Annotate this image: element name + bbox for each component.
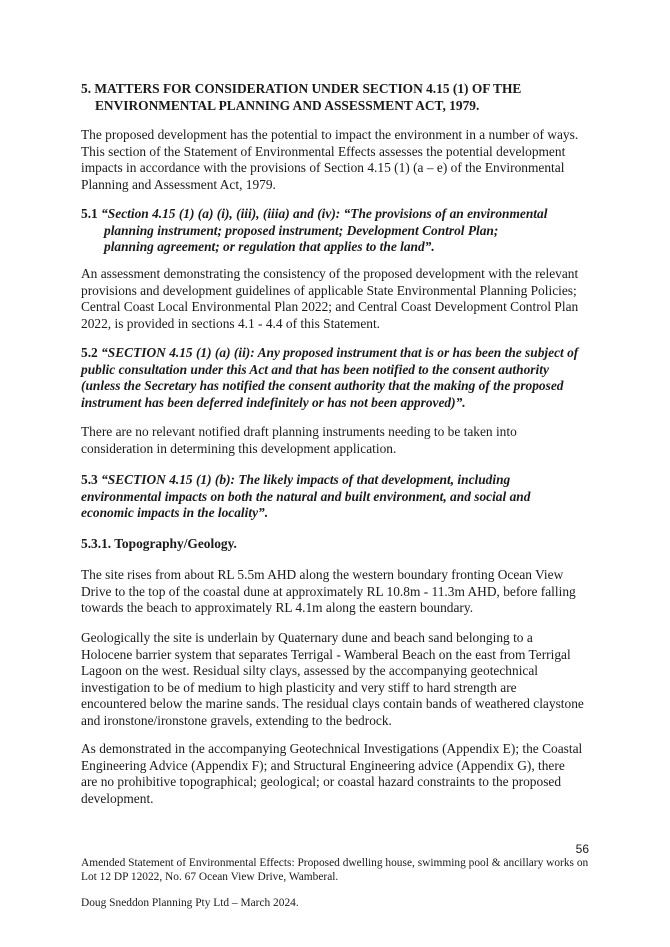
section-5-heading [81, 81, 601, 114]
heading-line-1: 5. MATTERS FOR CONSIDERATION UNDER SECTION 4.15 (1) OF THE [81, 81, 522, 96]
intro-paragraph [81, 127, 601, 193]
geology-paragraph [81, 630, 601, 730]
footer-line: Amended Statement of Environmental Effects: Proposed dwelling house, swimming pool & ancillary works on [81, 857, 589, 869]
paragraph-line: 2022, is provided in sections 4.1 - 4.4 of this Statement. [81, 315, 381, 331]
footer-document-title [81, 856, 601, 885]
paragraph-line: There are no relevant notified draft planning instruments needing to be taken into [81, 424, 517, 439]
paragraph-line: are no prohibitive topographical; geological; or coastal hazard constraints to the proposed [81, 774, 562, 790]
paragraph-line: provisions and development guidelines of applicable State Environmental Planning Policies; [81, 282, 577, 298]
paragraph-line: This section of the Statement of Environmental Effects assesses the potential development [81, 143, 566, 159]
paragraph-line: Lagoon on the west. Residual silty clays, assessed by the accompanying geotechnical [81, 663, 539, 679]
section-number: 5.2 [81, 345, 98, 360]
paragraph-line: consideration in determining this development application. [81, 440, 397, 456]
section-5-2-heading [81, 345, 601, 411]
footer-line: Lot 12 DP 12022, No. 67 Ocean View Drive, Wamberal. [81, 871, 339, 884]
paragraph-line: The site rises from about RL 5.5m AHD along the western boundary fronting Ocean View [81, 567, 564, 582]
subsection-title: 5.3.1. Topography/Geology. [81, 536, 237, 551]
section-5-3-heading [81, 472, 601, 522]
paragraph-line: The proposed development has the potential to impact the environment in a number of ways. [81, 127, 579, 142]
paragraph-line: As demonstrated in the accompanying Geotechnical Investigations (Appendix E); the Coastal [81, 741, 583, 756]
heading-line: instrument has been deferred indefinitely or has not been approved)”. [81, 394, 466, 410]
heading-line: environmental impacts on both the natural and built environment, and social and [81, 488, 531, 504]
heading-line: public consultation under this Act and that has been notified to the consent authority [81, 361, 549, 377]
paragraph-line: encountered below the marine sands. The residual clays contain bands of weathered claystone [81, 696, 584, 712]
page-number: 56 [575, 842, 589, 856]
heading-line: (unless the Secretary has notified the consent authority that the making of the proposed [81, 378, 564, 394]
heading-line: economic impacts in the locality”. [81, 505, 269, 521]
heading-line: “SECTION 4.15 (1) (a) (ii): Any proposed instrument that is or has been the subject of [101, 345, 579, 360]
paragraph-line: Central Coast Local Environmental Plan 2022; and Central Coast Development Control Plan [81, 299, 579, 315]
heading-line-2: ENVIRONMENTAL PLANNING AND ASSESSMENT ACT, 1979. [95, 97, 480, 113]
section-number: 5.3 [81, 472, 98, 487]
paragraph-line: Holocene barrier system that separates Terrigal - Wamberal Beach on the east from Terrigal [81, 646, 571, 662]
paragraph-line: investigation to be of medium to high plasticity and very stiff to hard strength are [81, 679, 517, 695]
section-5-2-body [81, 424, 601, 457]
constraints-paragraph [81, 741, 601, 807]
paragraph-line: Geologically the site is underlain by Quaternary dune and beach sand belonging to a [81, 630, 533, 645]
paragraph-line: towards the beach to approximately RL 4.1m along the eastern boundary. [81, 600, 474, 616]
heading-line: “Section 4.15 (1) (a) (i), (iii), (iiia) and (iv): “The provisions of an environmental [101, 206, 548, 221]
section-5-1-heading [81, 206, 601, 256]
heading-line: planning instrument; proposed instrument; Development Control Plan; [104, 222, 499, 238]
section-number: 5.1 [81, 206, 98, 221]
paragraph-line: Engineering Advice (Appendix F); and Structural Engineering advice (Appendix G), there [81, 757, 565, 773]
footer-author: Doug Sneddon Planning Pty Ltd – March 2024. [81, 897, 299, 909]
paragraph-line: development. [81, 790, 154, 806]
heading-line: “SECTION 4.15 (1) (b): The likely impacts of that development, including [101, 472, 511, 487]
paragraph-line: Drive to the top of the coastal dune at approximately RL 10.8m - 11.3m AHD, before falling [81, 583, 576, 599]
paragraph-line: An assessment demonstrating the consistency of the proposed development with the relevant [81, 266, 579, 281]
paragraph-line: impacts in accordance with the provisions of Section 4.15 (1) (a – e) of the Environmental [81, 160, 565, 176]
heading-line: planning agreement; or regulation that applies to the land”. [104, 239, 435, 255]
paragraph-line: Planning and Assessment Act, 1979. [81, 176, 276, 192]
section-5-1-body [81, 266, 601, 332]
paragraph-line: and ironstone/ironstone gravels, extending to the bedrock. [81, 712, 392, 728]
topography-paragraph [81, 567, 601, 617]
